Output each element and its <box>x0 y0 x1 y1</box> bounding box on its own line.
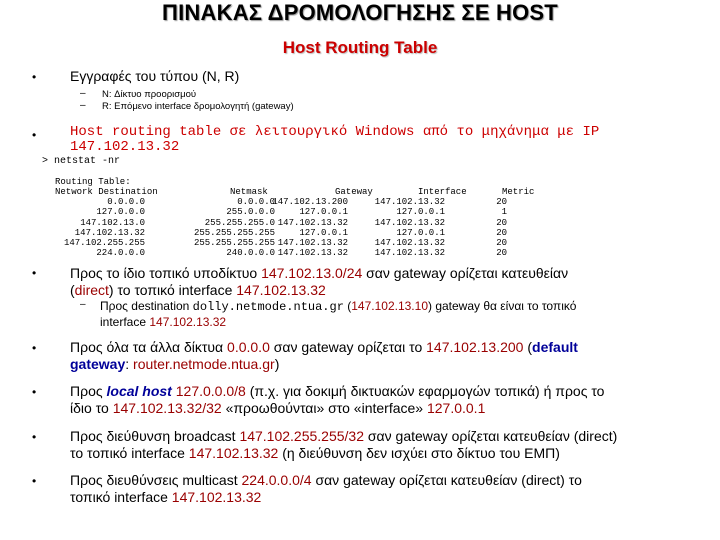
ip-value: 147.102.13.10 <box>351 299 428 313</box>
table-cell: 0.0.0.0 <box>237 197 275 208</box>
bullet-marker: • <box>32 128 37 142</box>
table-cell: 127.0.0.1 <box>299 227 348 238</box>
loopback-value: 127.0.0.1 <box>426 400 486 416</box>
column-header-metric: Metric <box>502 187 535 197</box>
interface-value: 147.102.13.32 <box>236 282 326 298</box>
table-cell: 127.0.0.1 <box>396 227 445 238</box>
bullet-marker: • <box>32 341 37 355</box>
table-cell: 127.0.0.1 <box>396 207 445 218</box>
table-cell: 20 <box>496 197 507 208</box>
broadcast-paragraph <box>70 428 715 462</box>
table-cell: 127.0.0.0 <box>96 207 145 218</box>
bullet-marker: • <box>32 430 37 444</box>
table-cell: 20 <box>496 227 507 238</box>
text: Προς <box>70 383 107 399</box>
table-cell: 1 <box>501 207 507 218</box>
column-header-netmask: Netmask <box>230 187 268 197</box>
bullet-marker: • <box>32 266 37 280</box>
text: (η διεύθυνση δεν ισχύει στο δίκτυο του ΕΜΠ) <box>278 445 560 461</box>
page-subtitle: Host Routing Table <box>282 38 438 57</box>
zero-net-value: 0.0.0.0 <box>227 339 270 355</box>
default-route-paragraph <box>70 339 710 373</box>
text: interface <box>100 315 150 329</box>
subnet-paragraph <box>70 265 710 299</box>
sub-n-text: N: Δίκτυο προορισμού <box>102 89 197 100</box>
text: ) το τοπικό interface <box>108 282 237 298</box>
table-cell: 147.102.255.255 <box>63 238 145 248</box>
column-header-destination: Network Destination <box>55 187 158 197</box>
table-cell: 255.255.255.0 <box>204 217 275 228</box>
windows-line-1: Host routing table σε λειτουργικό Windows από το μηχάνημα με IP <box>70 124 600 140</box>
table-cell: 255.0.0.0 <box>226 207 275 218</box>
text: σαν gateway ορίζεται κατευθείαν (direct) <box>364 428 618 444</box>
interface-value: 147.102.13.32 <box>149 315 227 329</box>
subnet-value: 147.102.13.0/24 <box>261 265 363 281</box>
text: ίδιο το <box>70 400 113 416</box>
text: Προς το ίδιο τοπικό υποδίκτυο <box>70 265 262 281</box>
text: σαν gateway ορίζεται κατευθείαν (direct) το <box>311 472 582 488</box>
table-cell: 20 <box>496 248 507 259</box>
table-cell: 127.0.0.1 <box>299 207 348 218</box>
direct-value: direct <box>74 282 109 298</box>
table-cell: 147.102.13.0 <box>80 217 145 228</box>
routing-table-caption: Routing Table: <box>55 177 131 187</box>
text: (π.χ. για δοκιμή δικτυακών εφαρμογών τοπικά) ή προς το <box>245 383 605 399</box>
column-header-gateway: Gateway <box>335 187 373 197</box>
host-value: dolly.netmode.ntua.gr <box>192 300 344 314</box>
text: ( <box>70 282 75 298</box>
entries-text: Εγγραφές του τύπου (N, R) <box>70 68 240 84</box>
gateway-label: gateway <box>70 356 126 372</box>
page-title: ΠΙΝΑΚΑΣ ΔΡΟΜΟΛΟΓΗΣΗΣ ΣΕ HOST <box>162 0 558 25</box>
table-cell: 240.0.0.0 <box>226 248 275 259</box>
interface-value: 147.102.13.32 <box>171 489 262 505</box>
interface-value: 147.102.13.32 <box>188 445 279 461</box>
bullet-marker: • <box>32 70 37 84</box>
command-line: > netstat -nr <box>42 156 121 167</box>
text: το τοπικό interface <box>70 445 189 461</box>
localhost-paragraph <box>70 383 715 417</box>
text: ) gateway θα είναι το τοπικό <box>428 299 577 313</box>
table-cell: 255.255.255.255 <box>193 227 275 238</box>
table-cell: 20 <box>496 238 507 248</box>
text: σαν gateway ορίζεται κατευθείαν <box>362 265 569 281</box>
text: τοπικό interface <box>70 489 172 505</box>
text: : <box>125 356 134 372</box>
text: σαν gateway ορίζεται το <box>269 339 427 355</box>
table-cell: 20 <box>496 217 507 228</box>
multicast-paragraph <box>70 472 715 506</box>
table-cell: 147.102.13.32 <box>277 248 348 259</box>
text: Προς διεύθυνση broadcast <box>70 428 240 444</box>
text: «προωθούνται» στο «interface» <box>221 400 427 416</box>
dash-marker: – <box>80 299 86 310</box>
bullet-marker: • <box>32 385 37 399</box>
multicast-value: 224.0.0.0/4 <box>241 472 312 488</box>
sub-r-text: R: Επόμενο interface δρομολογητή (gateway) <box>102 101 294 112</box>
table-cell: 147.102.13.32 <box>374 248 445 259</box>
dolly-paragraph <box>100 299 700 330</box>
table-cell: 147.102.13.32 <box>277 238 348 248</box>
dash-marker: – <box>80 88 86 99</box>
text: ( <box>343 299 352 313</box>
bullet-marker: • <box>32 474 37 488</box>
table-cell: 147.102.13.32 <box>374 238 445 248</box>
routing-table <box>55 187 535 259</box>
table-cell: 147.102.13.32 <box>277 217 348 228</box>
router-value: router.netmode.ntua.gr <box>133 356 275 372</box>
windows-line-2: 147.102.13.32 <box>70 139 180 155</box>
self-value: 147.102.13.32/32 <box>112 400 222 416</box>
table-cell: 255.255.255.255 <box>193 238 275 248</box>
broadcast-value: 147.102.255.255/32 <box>239 428 365 444</box>
gateway-value: 147.102.13.200 <box>426 339 524 355</box>
table-cell: 147.102.13.32 <box>374 217 445 228</box>
text: ) <box>274 356 280 372</box>
loopback-net-value: 127.0.0.0/8 <box>175 383 246 399</box>
table-cell: 147.102.13.32 <box>74 227 145 238</box>
text: ( <box>523 339 533 355</box>
text: Προς όλα τα άλλα δίκτυα <box>70 339 228 355</box>
table-cell: 0.0.0.0 <box>107 197 145 208</box>
table-cell: 147.102.13.200 <box>272 197 348 208</box>
dash-marker: – <box>80 100 86 111</box>
text: Προς destination <box>100 299 193 313</box>
table-cell: 224.0.0.0 <box>96 248 145 259</box>
table-cell: 147.102.13.32 <box>374 197 445 208</box>
localhost-label: local host <box>106 383 172 399</box>
column-header-interface: Interface <box>418 187 467 197</box>
text: Προς διευθύνσεις multicast <box>70 472 242 488</box>
default-label: default <box>532 339 578 355</box>
